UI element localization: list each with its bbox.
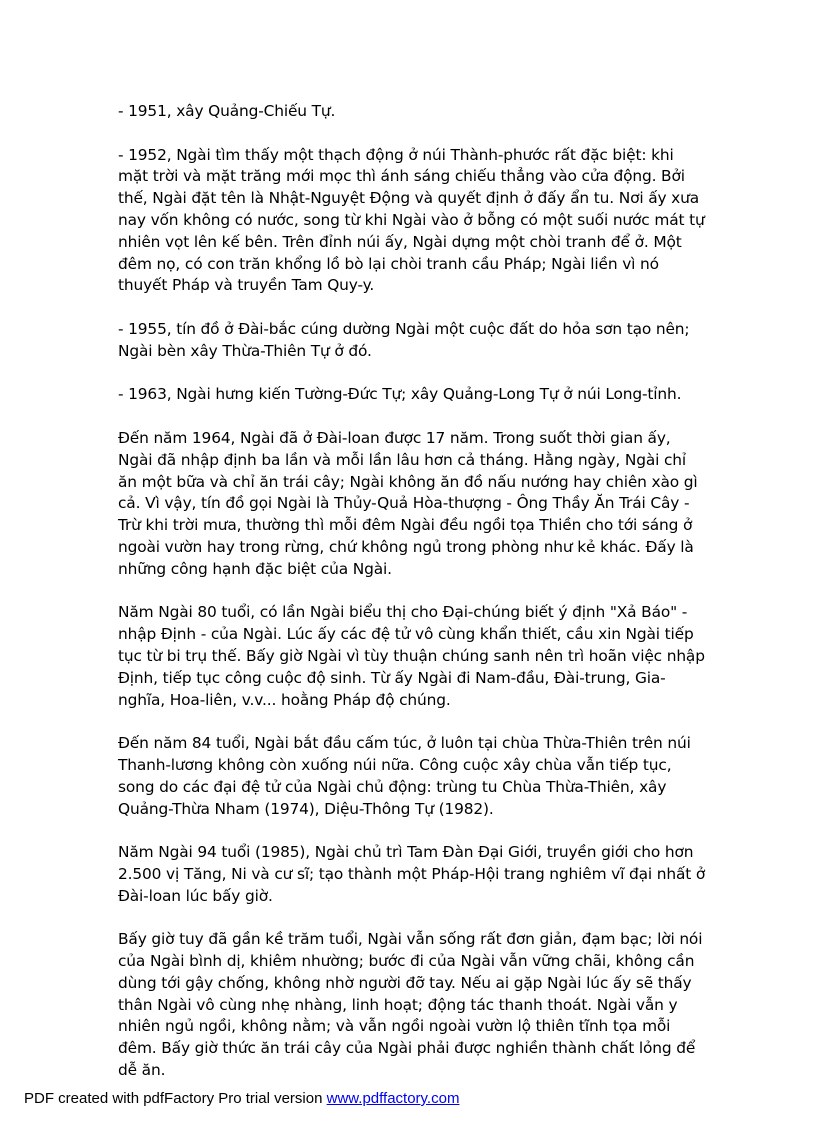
paragraph-centenarian: Bấy giờ tuy đã gần kề trăm tuổi, Ngài vẫn sống rất đơn giản, đạm bạc; lời nói của Ngài bình dị, khiêm nhường; bước đi của Ngài vẫn vững chãi, không cần dùng tới gậy chống, không nhờ người đỡ tay. Nếu ai gặp Ngài lúc ấy sẽ thấy thân Ngài vô cùng nhẹ nhàng, linh hoạt; động tác thanh thoát. Ngài vẫn y nhiên ngủ ngồi, không nằm; và vẫn ngồi ngoài vườn lộ thiên tĩnh tọa mỗi đêm. Bấy giờ thức ăn trái cây của Ngài phải được nghiền thành chất lỏng để dễ ăn. [118,930,703,1080]
pdffactory-link[interactable]: www.pdffactory.com [326,1090,460,1107]
paragraph-age-94: Năm Ngài 94 tuổi (1985), Ngài chủ trì Tam Đàn Đại Giới, truyền giới cho hơn 2.500 vị Tăng, Ni và cư sĩ; tạo thành một Pháp-Hội trang nghiêm vĩ đại nhất ở Đài-loan lúc bấy giờ. [118,843,706,905]
paragraph-age-84: Đến năm 84 tuổi, Ngài bắt đầu cấm túc, ở luôn tại chùa Thừa-Thiên trên núi Thanh-lương không còn xuống núi nữa. Công cuộc xây chùa vẫn tiếp tục, song do các đại đệ tử của Ngài chủ động: trùng tu Chùa Thừa-Thiên, xây Quảng-Thừa Nham (1974), Diệu-Thông Tự (1982). [118,734,691,818]
footer-text: PDF created with pdfFactory Pro trial version [24,1090,327,1107]
pdf-footer [24,1090,459,1108]
paragraph-1964: Đến năm 1964, Ngài đã ở Đài-loan được 17 năm. Trong suốt thời gian ấy, Ngài đã nhập định ba lần và mỗi lần lâu hơn cả tháng. Hằng ngày, Ngài chỉ ăn một bữa và chỉ ăn trái cây; Ngài không ăn đồ nấu nướng hay chiên xào gì cả. Vì vậy, tín đồ gọi Ngài là Thủy-Quả Hòa-thượng - Ông Thầy Ăn Trái Cây - Trừ khi trời mưa, thường thì mỗi đêm Ngài đều ngồi tọa Thiền cho tới sáng ở ngoài vườn hay trong rừng, chứ không ngủ trong phòng như kẻ khác. Đấy là những công hạnh đặc biệt của Ngài. [118,428,698,578]
paragraph-1955: - 1955, tín đồ ở Đài-bắc cúng dường Ngài một cuộc đất do hỏa sơn tạo nên; Ngài bèn xây Thừa-Thiên Tự ở đó. [118,319,690,360]
paragraph-age-80: Năm Ngài 80 tuổi, có lần Ngài biểu thị cho Đại-chúng biết ý định "Xả Báo" - nhập Định - của Ngài. Lúc ấy các đệ tử vô cùng khẩn thiết, cầu xin Ngài tiếp tục từ bi trụ thế. Bấy giờ Ngài vì tùy thuận chúng sanh nên trì hoãn việc nhập Định, tiếp tục công cuộc độ sinh. Từ ấy Ngài đi Nam-đầu, Đài-trung, Gia-nghĩa, Hoa-liên, v.v... hoằng Pháp độ chúng. [118,603,705,709]
paragraph-1952: - 1952, Ngài tìm thấy một thạch động ở núi Thành-phước rất đặc biệt: khi mặt trời và mặt trăng mới mọc thì ánh sáng chiếu thẳng vào cửa động. Bởi thế, Ngài đặt tên là Nhật-Nguyệt Động và quyết định ở đấy ẩn tu. Nơi ấy xưa nay vốn không có nước, song từ khi Ngài vào ở bỗng có một suối nước mát tự nhiên vọt lên kế bên. Trên đỉnh núi ấy, Ngài dựng một chòi tranh để ở. Một đêm nọ, có con trăn khổng lồ bò lại chòi tranh cầu Pháp; Ngài liền vì nó thuyết Pháp và truyền Tam Quy-y. [118,145,705,295]
document-body [118,101,708,1104]
paragraph-1951: - 1951, xây Quảng-Chiếu Tự. [118,102,336,120]
paragraph-1963: - 1963, Ngài hưng kiến Tường-Đức Tự; xây Quảng-Long Tự ở núi Long-tỉnh. [118,385,682,404]
